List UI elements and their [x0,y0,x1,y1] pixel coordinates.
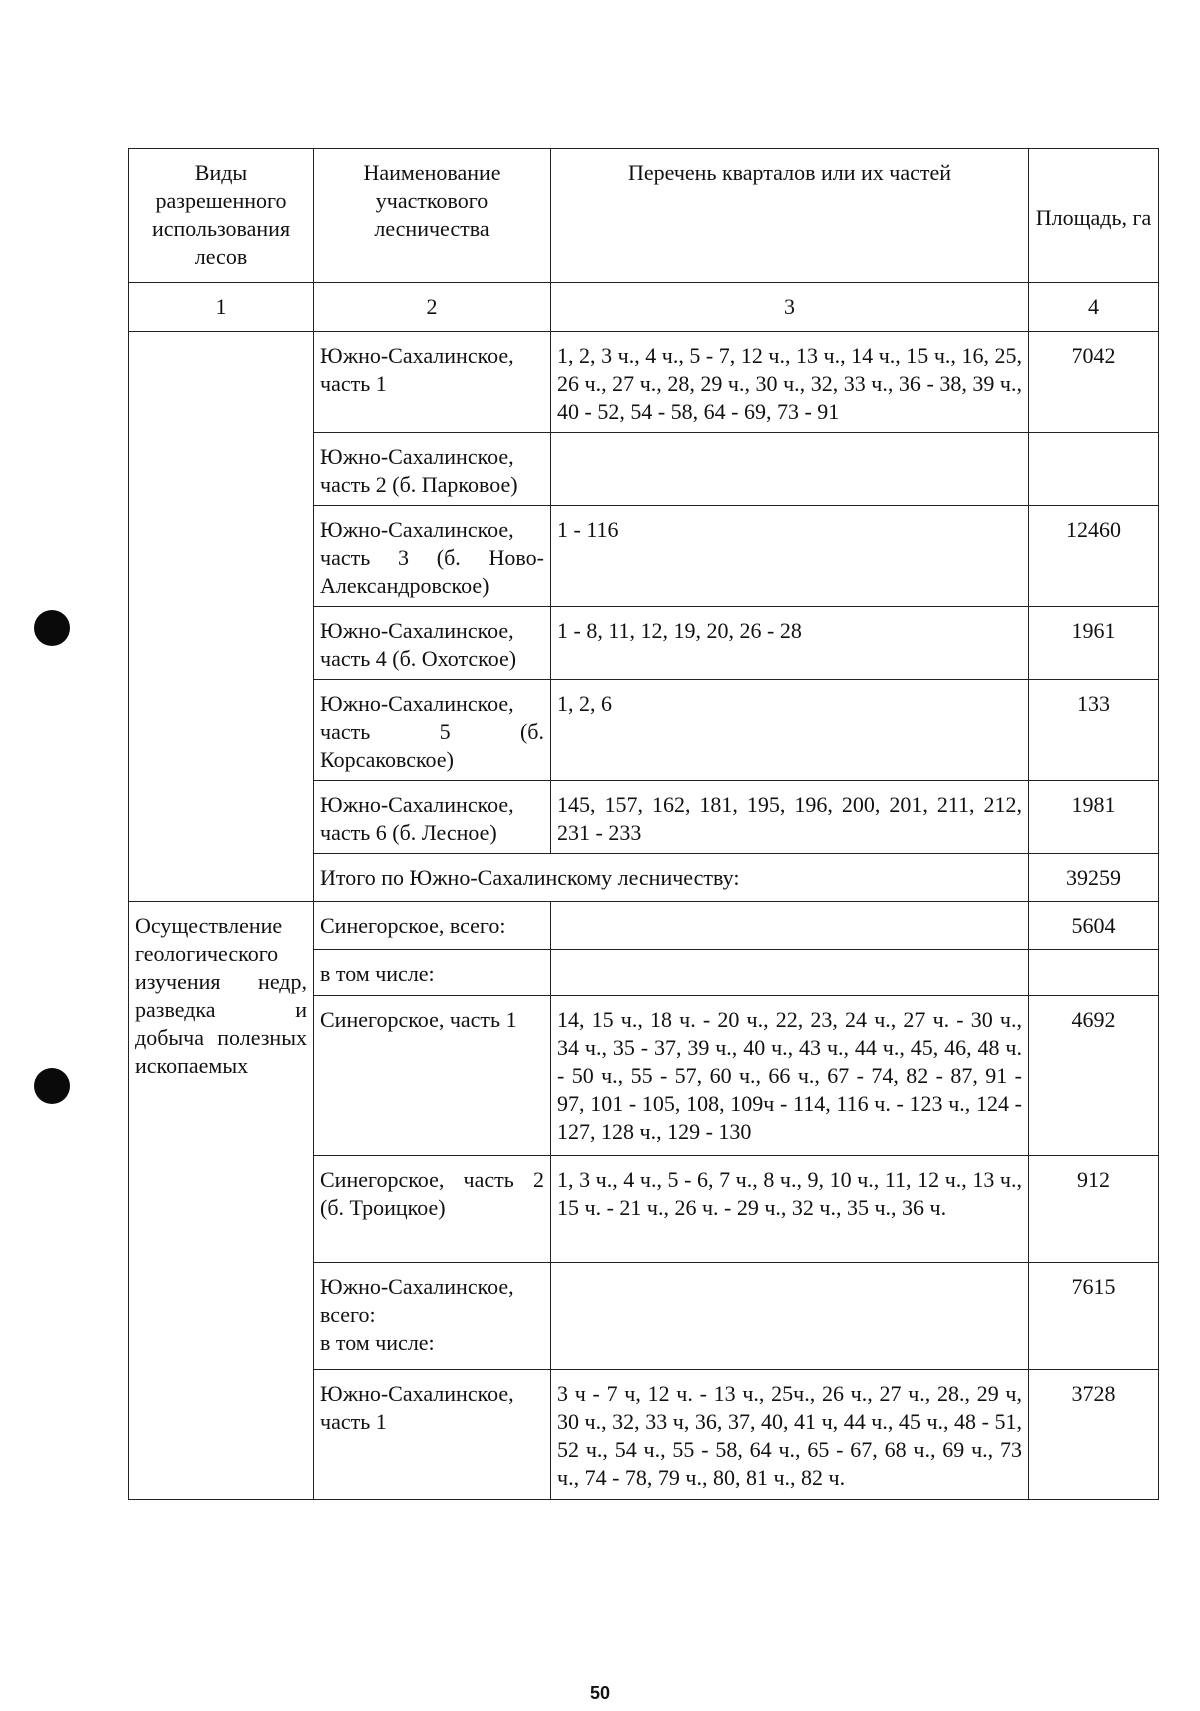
area-value: 1981 [1029,781,1159,854]
binder-hole [34,610,70,646]
forest-quarters-table [128,148,1159,1500]
page-number: 50 [589,1683,611,1703]
quarters-list: 145, 157, 162, 181, 195, 196, 200, 201, 211, 212, 231 - 233 [551,781,1029,854]
header-cell-usage-type: Виды разрешенного использования лесов [129,149,314,283]
forestry-name: в том числе: [314,950,551,996]
quarters-list [551,902,1029,950]
table-row [129,332,1159,433]
area-value [1029,433,1159,506]
forestry-name: Синегорское, всего: [314,902,551,950]
quarters-list: 14, 15 ч., 18 ч. - 20 ч., 22, 23, 24 ч., 27 ч. - 30 ч., 34 ч., 35 - 37, 39 ч., 40 ч., 43 ч., 44 ч., 45, 46, 48 ч. - 50 ч., 55 - 57, 60 ч., 66 ч., 67 - 74, 82 - 87, 91 - 97, 101 - 105, 108, 109ч - 114, 116 ч. - 123 ч., 124 - 127, 128 ч., 129 - 130 [551,996,1029,1156]
forestry-name: Южно-Сахалинское, часть 4 (б. Охотское) [314,607,551,680]
column-number: 4 [1029,283,1159,332]
column-number: 1 [129,283,314,332]
area-value: 4692 [1029,996,1159,1156]
area-value: 3728 [1029,1370,1159,1500]
quarters-list [551,950,1029,996]
usage-type-label: Осуществление геологического изучения недр, разведка и добыча полезных ископаемых [135,913,307,1078]
area-value: 7042 [1029,332,1159,433]
forestry-name: Южно-Сахалинское, часть 3 (б. Ново-Александровское) [314,506,551,607]
header-cell-quarters-list: Перечень кварталов или их частей [551,149,1029,283]
quarters-list: 1, 3 ч., 4 ч., 5 - 6, 7 ч., 8 ч., 9, 10 ч., 11, 12 ч., 13 ч., 15 ч. - 21 ч., 26 ч. - 29 ч., 32 ч., 35 ч., 36 ч. [551,1156,1029,1263]
header-cell-area: Площадь, га [1029,149,1159,283]
area-value: 133 [1029,680,1159,781]
usage-type-cell [129,902,314,1500]
forestry-name: Южно-Сахалинское, часть 5 (б. Корсаковское) [314,680,551,781]
table-header-row [129,149,1159,283]
forestry-name: Южно-Сахалинское, часть 6 (б. Лесное) [314,781,551,854]
area-value: 12460 [1029,506,1159,607]
binder-hole [34,1068,70,1104]
quarters-list [551,433,1029,506]
forestry-name: Синегорское, часть 2 (б. Троицкое) [314,1156,551,1263]
column-number: 3 [551,283,1029,332]
column-number-row [129,283,1159,332]
quarters-list: 1 - 8, 11, 12, 19, 20, 26 - 28 [551,607,1029,680]
quarters-list: 3 ч - 7 ч, 12 ч. - 13 ч., 25ч., 26 ч., 27 ч., 28., 29 ч, 30 ч., 32, 33 ч, 36, 37, 40, 41 ч, 44 ч., 45 ч., 48 - 51, 52 ч., 54 ч., 55 - 58, 64 ч., 65 - 67, 68 ч., 69 ч., 73 ч., 74 - 78, 79 ч., 80, 81 ч., 82 ч. [551,1370,1029,1500]
usage-type-cell-empty [129,332,314,902]
quarters-list: 1, 2, 3 ч., 4 ч., 5 - 7, 12 ч., 13 ч., 14 ч., 15 ч., 16, 25, 26 ч., 27 ч., 28, 29 ч., 30 ч., 32, 33 ч., 36 - 38, 39 ч., 40 - 52, 54 - 58, 64 - 69, 73 - 91 [551,332,1029,433]
forestry-name [314,1263,551,1370]
area-value [1029,950,1159,996]
quarters-list [551,1263,1029,1370]
area-value: 5604 [1029,902,1159,950]
quarters-list: 1 - 116 [551,506,1029,607]
area-value: 1961 [1029,607,1159,680]
forestry-name: Южно-Сахалинское, часть 2 (б. Парковое) [314,433,551,506]
forestry-name: Синегорское, часть 1 [314,996,551,1156]
forestry-name: Южно-Сахалинское, часть 1 [314,1370,551,1500]
forestry-name: Южно-Сахалинское, часть 1 [314,332,551,433]
column-number: 2 [314,283,551,332]
total-area-value: 39259 [1029,854,1159,902]
forestry-name-line: Южно-Сахалинское, всего: [320,1274,514,1327]
forestry-name-subline: в том числе: [320,1330,435,1355]
quarters-list: 1, 2, 6 [551,680,1029,781]
table-row [129,902,1159,950]
header-cell-forestry-name: Наименование участкового лесничества [314,149,551,283]
area-value: 7615 [1029,1263,1159,1370]
total-label: Итого по Южно-Сахалинскому лесничеству: [314,854,1029,902]
area-value: 912 [1029,1156,1159,1263]
